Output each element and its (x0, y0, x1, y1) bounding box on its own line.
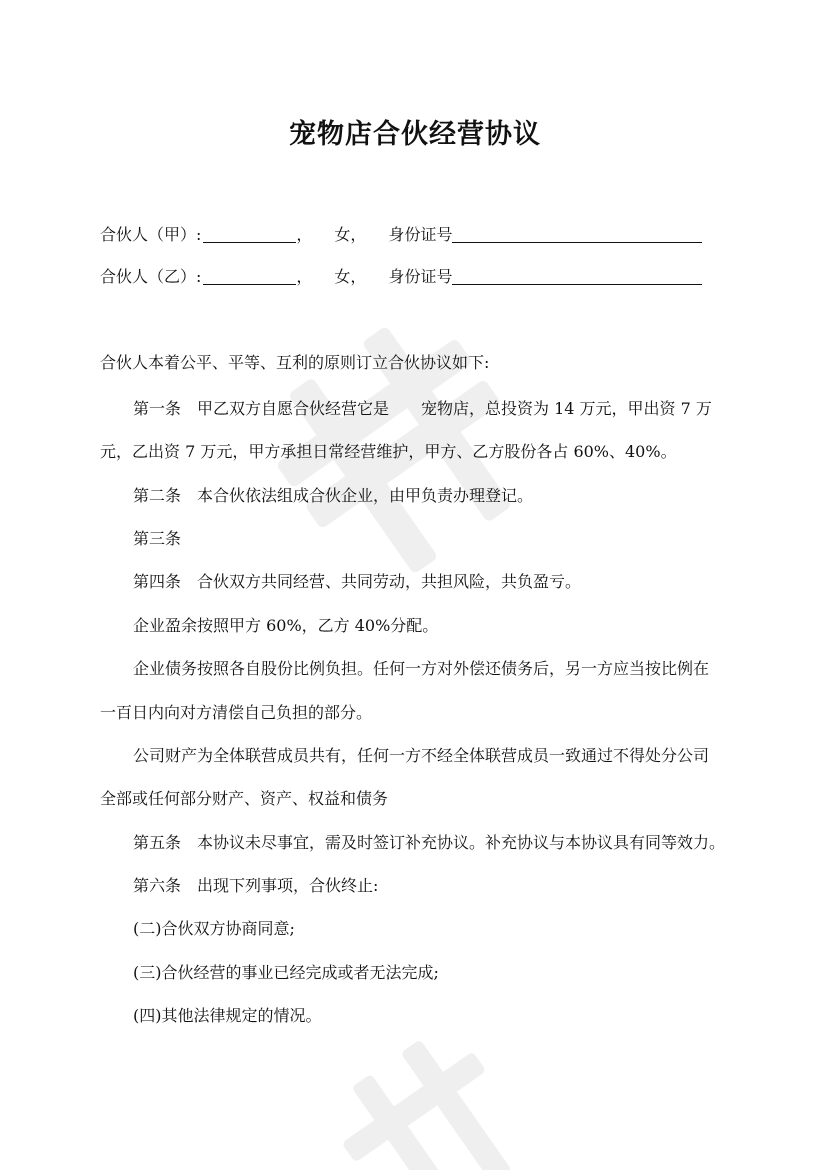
debt-clause-line-2: 一百日内向对方清偿自己负担的部分。 (100, 703, 373, 722)
article-3: 第三条 (133, 529, 182, 548)
termination-item-3: (三)合伙经营的事业已经完成或者无法完成; (133, 963, 439, 982)
property-clause-line-2: 全部或任何部分财产、资产、权益和债务 (100, 789, 389, 808)
article-2: 第二条 本合伙依法组成合伙企业，由甲负责办理登记。 (133, 486, 534, 505)
partner-line-b (100, 264, 702, 287)
partner-line-a (100, 222, 702, 245)
partner-a-comma: ， (296, 225, 313, 244)
partner-b-gender: 女， (334, 267, 367, 286)
partner-b-id-label: 身份证号 (388, 267, 453, 286)
partner-a-gender: 女， (334, 225, 367, 244)
intro-line: 合伙人本着公平、平等、互利的原则订立合伙协议如下: (100, 353, 490, 372)
partner-b-label: 合伙人（乙）: (100, 267, 202, 286)
partner-a-id-label: 身份证号 (388, 225, 453, 244)
partner-a-label: 合伙人（甲）: (100, 225, 202, 244)
watermark-graphic-bottom (330, 1030, 530, 1170)
article-6: 第六条 出现下列事项，合伙终止: (133, 876, 379, 895)
partner-b-id-blank[interactable] (452, 283, 702, 285)
debt-clause-line-1: 企业债务按照各自股份比例负担。任何一方对外偿还债务后，另一方应当按比例在 (133, 659, 710, 678)
article-1-line-2: 元，乙出资 7 万元，甲方承担日常经营维护，甲方、乙方股份各占 60%、40%。 (100, 442, 677, 461)
article-1-line-1: 第一条 甲乙双方自愿合伙经营它是 宠物店，总投资为 14 万元，甲出资 7 万 (133, 399, 712, 418)
partner-a-id-blank[interactable] (452, 241, 702, 243)
article-4: 第四条 合伙双方共同经营、共同劳动，共担风险，共负盈亏。 (133, 572, 582, 591)
property-clause-line-1: 公司财产为全体联营成员共有，任何一方不经全体联营成员一致通过不得处分公司 (133, 746, 710, 765)
article-5: 第五条 本协议未尽事宜，需及时签订补充协议。补充协议与本协议具有同等效力。 (133, 833, 726, 852)
partner-a-name-blank[interactable] (203, 241, 296, 243)
termination-item-4: (四)其他法律规定的情况。 (133, 1006, 322, 1025)
termination-item-2: (二)合伙双方协商同意; (133, 919, 295, 938)
partner-b-name-blank[interactable] (203, 283, 296, 285)
profit-clause: 企业盈余按照甲方 60%，乙方 40%分配。 (133, 616, 439, 635)
partner-b-comma: ， (296, 267, 313, 286)
document-title: 宠物店合伙经营协议 (289, 119, 541, 150)
